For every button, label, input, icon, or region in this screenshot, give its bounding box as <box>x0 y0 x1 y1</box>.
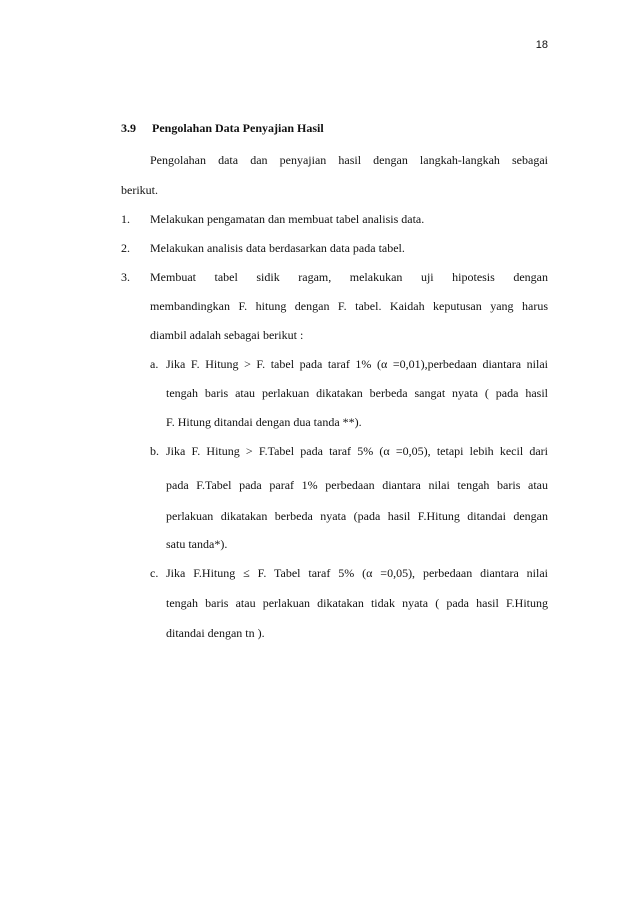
criterion-a-line-1: Jika F. Hitung > F. tabel pada taraf 1% (α =0,01),perbedaan diantara nilai <box>166 357 548 371</box>
step-1-number: 1. <box>121 212 130 226</box>
criterion-b-line-2: pada F.Tabel pada paraf 1% perbedaan diantara nilai tengah baris atau <box>166 478 548 492</box>
criterion-a-line-3: F. Hitung ditandai dengan dua tanda **). <box>166 415 362 429</box>
criterion-b-line-1: Jika F. Hitung > F.Tabel pada taraf 5% (α =0,05), tetapi lebih kecil dari <box>166 444 548 458</box>
step-2-number: 2. <box>121 241 130 255</box>
criterion-b-label: b. <box>150 444 159 458</box>
section-heading <box>121 121 551 136</box>
criterion-b-line-4: satu tanda*). <box>166 537 228 551</box>
step-3-line-2: membandingkan F. hitung dengan F. tabel. Kaidah keputusan yang harus <box>150 299 548 313</box>
step-2-text: Melakukan analisis data berdasarkan data pada tabel. <box>150 241 405 255</box>
section-title: Pengolahan Data Penyajian Hasil <box>152 121 324 135</box>
intro-line-2: berikut. <box>121 183 158 197</box>
page-number: 18 <box>535 39 548 51</box>
intro-line-1: Pengolahan data dan penyajian hasil dengan langkah-langkah sebagai <box>150 153 548 167</box>
criterion-c-line-2: tengah baris atau perlakuan dikatakan tidak nyata ( pada hasil F.Hitung <box>166 596 548 610</box>
section-number: 3.9 <box>121 121 136 135</box>
step-3-line-1: Membuat tabel sidik ragam, melakukan uji hipotesis dengan <box>150 270 548 284</box>
criterion-b-line-3: perlakuan dikatakan berbeda nyata (pada hasil F.Hitung ditandai dengan <box>166 509 548 523</box>
criterion-c-line-3: ditandai dengan tn ). <box>166 626 265 640</box>
step-3-number: 3. <box>121 270 130 284</box>
step-3-line-3: diambil adalah sebagai berikut : <box>150 328 304 342</box>
criterion-c-label: c. <box>150 566 159 580</box>
criterion-c-line-1: Jika F.Hitung ≤ F. Tabel taraf 5% (α =0,05), perbedaan diantara nilai <box>166 566 548 580</box>
step-1-text: Melakukan pengamatan dan membuat tabel analisis data. <box>150 212 425 226</box>
criterion-a-line-2: tengah baris atau perlakuan dikatakan berbeda sangat nyata ( pada hasil <box>166 386 548 400</box>
criterion-a-label: a. <box>150 357 159 371</box>
